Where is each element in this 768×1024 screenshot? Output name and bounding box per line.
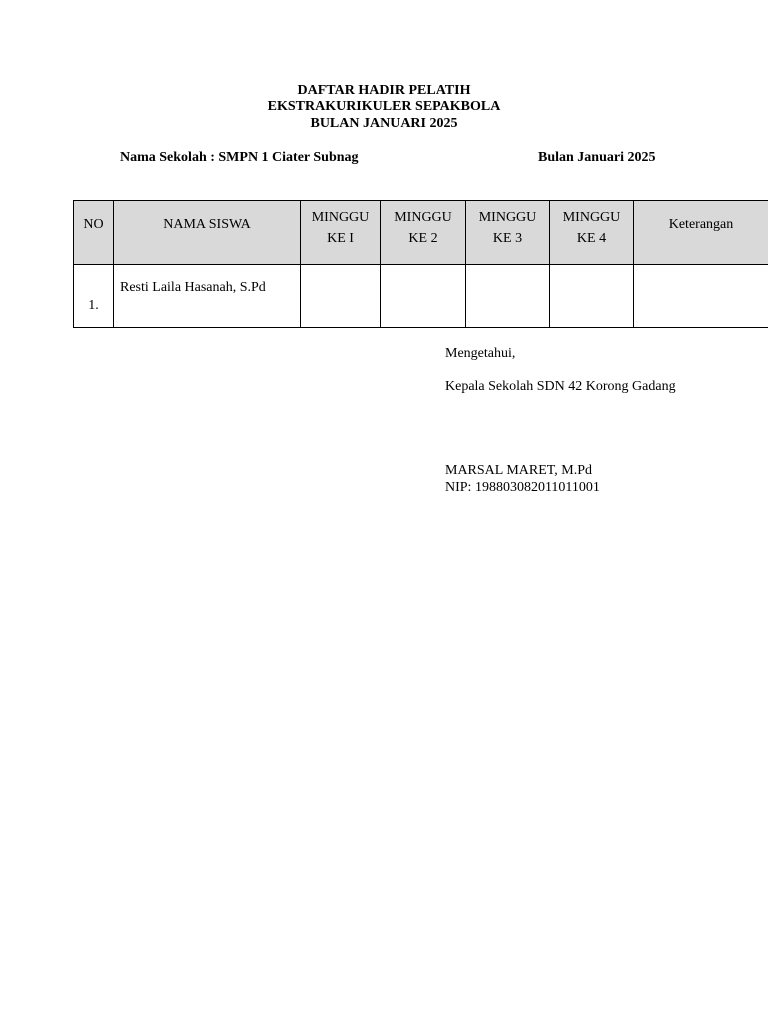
acknowledged-label: Mengetahui,: [445, 346, 516, 361]
column-header-notes: Keterangan: [634, 201, 768, 265]
document-title-line-1: DAFTAR HADIR PELATIH: [297, 83, 471, 98]
row-week-4-cell: [550, 265, 634, 328]
signer-position: Kepala Sekolah SDN 42 Korong Gadang: [445, 379, 676, 394]
row-week-2-cell: [381, 265, 466, 328]
column-header-no: NO: [74, 201, 114, 265]
document-title-line-3: BULAN JANUARI 2025: [310, 116, 458, 131]
month-label: Bulan Januari 2025: [538, 150, 656, 165]
column-header-name: NAMA SISWA: [114, 201, 301, 265]
school-name: Nama Sekolah : SMPN 1 Ciater Subnag: [120, 150, 359, 165]
row-number-cell: 1.: [74, 265, 114, 328]
row-name-cell: Resti Laila Hasanah, S.Pd: [114, 265, 301, 328]
column-header-week-2: MINGGU KE 2: [381, 201, 466, 265]
signer-nip: NIP: 198803082011011001: [445, 480, 600, 495]
column-header-week-4: MINGGU KE 4: [550, 201, 634, 265]
row-week-3-cell: [466, 265, 550, 328]
table-header-row: [74, 201, 768, 265]
column-header-week-1: MINGGU KE I: [301, 201, 381, 265]
signer-name: MARSAL MARET, M.Pd: [445, 463, 593, 478]
table-row: [74, 265, 768, 328]
row-notes-cell: [634, 265, 768, 328]
document-title-line-2: EKSTRAKURIKULER SEPAKBOLA: [267, 99, 501, 114]
row-week-1-cell: [301, 265, 381, 328]
attendance-table: [73, 200, 768, 328]
column-header-week-3: MINGGU KE 3: [466, 201, 550, 265]
